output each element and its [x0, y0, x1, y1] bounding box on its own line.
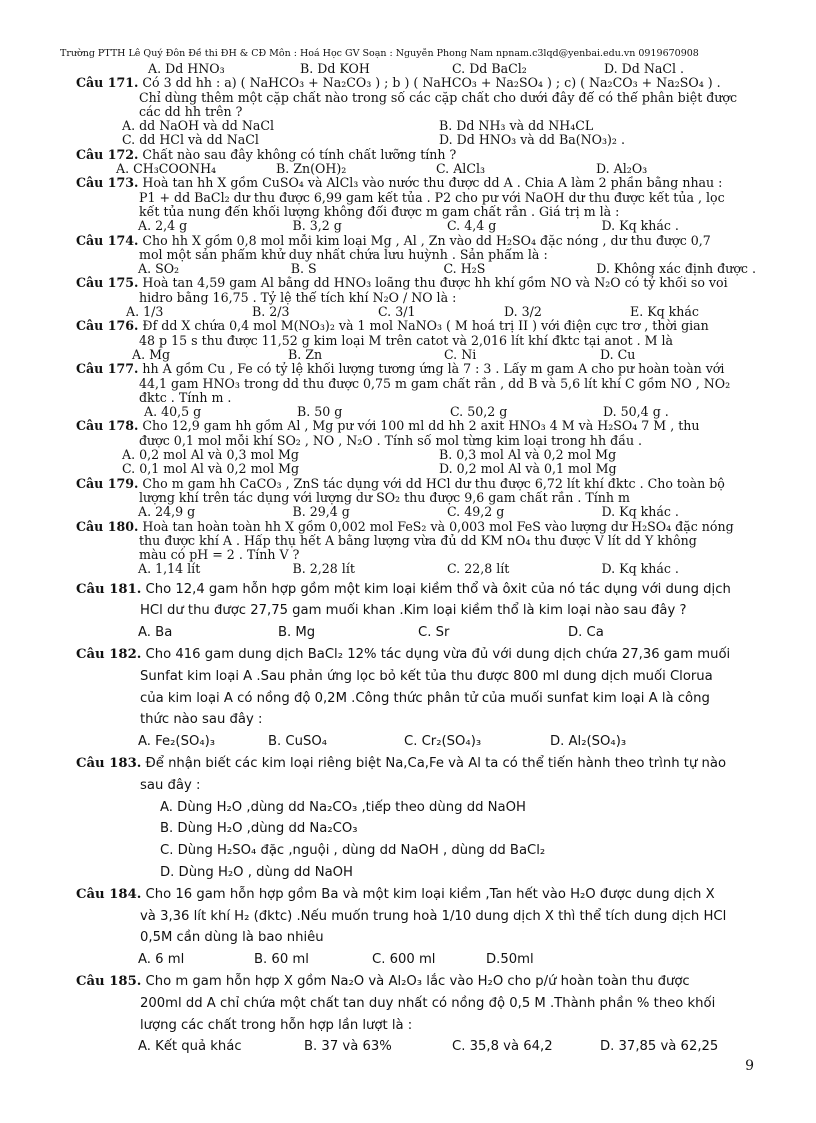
option: D. Dùng H₂O , dùng dd NaOH [160, 865, 353, 881]
option: D. Không xác định được . [596, 261, 756, 277]
question-number: Câu 180. [76, 519, 139, 534]
option: B. 2,28 lít [292, 561, 355, 577]
question-number: Câu 176. [76, 319, 139, 334]
option: A. Fe₂(SO₄)₃ [138, 734, 216, 750]
question-text: lượng khí trên tác dụng với lượng dư SO₂ thu được 9,6 gam chất rắn . Tính m [139, 490, 630, 505]
option: C. 50,2 g [450, 404, 508, 420]
question-text: Chỉ dùng thêm một cặp chất nào trong số các cặp chất cho dưới đây để có thể phân biệt được [139, 90, 738, 105]
question-text: hh A gồm Cu , Fe có tỷ lệ khối lượng tương ứng là 7 : 3 . Lấy m gam A cho pư hoàn toàn với [142, 362, 725, 377]
option: C. Sr [418, 625, 450, 641]
question-text: 200ml dd A chỉ chứa một chất tan duy nhất có nồng độ 0,5 M .Thành phần % theo khối [140, 995, 716, 1011]
option: C. 22,8 lít [447, 561, 510, 577]
option: C. Ni [444, 346, 477, 362]
question-text: Cho m gam hỗn hợp X gồm Na₂O và Al₂O₃ lắc vào H₂O cho p/ứ hoàn toàn thu được [145, 974, 690, 990]
option: C. Dùng H₂SO₄ đặc ,nguội , dùng dd NaOH , dùng dd BaCl₂ [160, 843, 546, 859]
option: A. 6 ml [138, 952, 185, 968]
question-text: thu được khí A . Hấp thụ hết A bằng lượng vừa đủ dd KM nO₄ thu được V lít dd Y không [139, 533, 697, 548]
question-text: kết tủa nung đến khối lượng không đổi được m gam chất rắn . Giá trị m là : [139, 204, 620, 219]
question-text: và 3,36 lít khí H₂ (đktc) .Nếu muốn trung hoà 1/10 dung dịch X thì thể tích dung dịch HCl [140, 908, 727, 924]
option: B. Dd KOH [300, 61, 370, 76]
option: C. 600 ml [372, 952, 436, 968]
question-text: HCl dư thu được 27,75 gam muối khan .Kim loại kiềm thổ là kim loại nào sau đây ? [140, 603, 687, 619]
question-text: 48 p 15 s thu được 11,52 g kim loại M trên catot và 2,016 lít khí đktc tại anot . M là [139, 333, 674, 348]
option: D. 0,2 mol Al và 0,1 mol Mg [439, 461, 617, 477]
question-text: Đf dd X chứa 0,4 mol M(NO₃)₂ và 1 mol NaNO₃ ( M hoá trị II ) với điện cực trơ , thời gian [142, 319, 709, 334]
option: C. Cr₂(SO₄)₃ [404, 734, 482, 750]
option: B. Mg [278, 625, 316, 641]
option: A. CH₃COONH₄ [116, 161, 217, 177]
option: C. 0,1 mol Al và 0,2 mol Mg [122, 461, 300, 477]
option: B. S [290, 261, 317, 277]
question-text: các dd hh trên ? [139, 104, 243, 119]
question-180 [76, 520, 756, 577]
question-block [76, 62, 756, 577]
question-text: Hoà tan hh X gồm CuSO₄ và AlCl₃ vào nước thu được dd A . Chia A làm 2 phần bằng nhau : [142, 176, 723, 191]
option: A. dd NaOH và dd NaCl [122, 118, 275, 134]
answer-options [76, 62, 756, 76]
question-text: màu có pH = 2 . Tính V ? [139, 548, 300, 563]
question-text: sau đây : [140, 777, 201, 793]
page-number: 9 [745, 1058, 754, 1074]
option: C. 3/1 [378, 304, 416, 320]
option: D. Dd NaCl . [604, 61, 685, 76]
question-text: Hoà tan 4,59 gam Al bằng dd HNO₃ loãng thu được hh khí gồm NO và N₂O có tỷ khối so voi [142, 276, 728, 291]
question-number: Câu 184. [76, 886, 142, 902]
option: D. Kq khác . [601, 504, 679, 520]
option: C. H₂S [443, 261, 486, 277]
question-number: Câu 173. [76, 176, 139, 191]
option: A. 0,2 mol Al và 0,3 mol Mg [122, 447, 299, 463]
option: A. Dd HNO₃ [148, 61, 225, 76]
question-text: của kim loại A có nồng độ 0,2M .Công thức phân tử của muối sunfat kim loại A là công [140, 690, 710, 706]
option: D. Ca [568, 625, 604, 641]
option: D. 37,85 và 62,25 [600, 1039, 719, 1055]
question-text: 44,1 gam HNO₃ trong dd thu được 0,75 m gam chất rắn , dd B và 5,6 lít khí C gồm NO , NO₂ [139, 376, 731, 391]
question-182 [76, 644, 756, 753]
question-text: hidro bằng 16,75 . Tỷ lệ thể tích khí N₂O / NO là : [139, 290, 457, 305]
option: A. Kết quả khác [138, 1039, 242, 1055]
option: D. 50,4 g . [603, 404, 669, 420]
question-171 [76, 76, 756, 147]
question-text: Hoà tan hoàn toàn hh X gồm 0,002 mol FeS₂ và 0,003 mol FeS vào lượng dư H₂SO₄ đặc nóng [142, 519, 734, 534]
question-text: mol một sản phẩm khử duy nhất chứa lưu huỳnh . Sản phẩm là : [139, 247, 548, 262]
question-text: thức nào sau đây : [140, 712, 263, 728]
option: B. 50 g [297, 404, 343, 420]
question-text: được 0,1 mol mỗi khí SO₂ , NO , N₂O . Tính số mol từng kim loại trong hh đầu . [139, 433, 643, 448]
question-text: Cho 16 gam hỗn hợp gồm Ba và một kim loại kiềm ,Tan hết vào H₂O được dung dịch X [145, 886, 715, 902]
option: A. SO₂ [138, 261, 180, 277]
option: D. Kq khác . [601, 561, 679, 577]
question-177 [76, 362, 756, 419]
question-number: Câu 179. [76, 476, 139, 491]
option: D. Cu [600, 346, 636, 362]
option: A. 24,9 g [138, 504, 196, 520]
question-184 [76, 884, 756, 971]
question-text: lượng các chất trong hỗn hợp lần lượt là : [140, 1017, 413, 1033]
option: B. Dd NH₃ và dd NH₄CL [439, 118, 594, 134]
question-173 [76, 176, 756, 233]
question-text: Có 3 dd hh : a) ( NaHCO₃ + Na₂CO₃ ) ; b ) ( NaHCO₃ + Na₂SO₄ ) ; c) ( Na₂CO₃ + Na₂SO₄ ) . [142, 76, 721, 91]
question-text: Sunfat kim loại A .Sau phản ứng lọc bỏ kết tủa thu được 800 ml dung dịch muối Clorua [140, 668, 713, 684]
question-text: Cho m gam hh CaCO₃ , ZnS tác dụng với dd HCl dư thu được 6,72 lít khí đktc . Cho toàn bộ [142, 476, 725, 491]
option: A. Mg [132, 346, 171, 362]
question-sheet [76, 62, 756, 1058]
option: B. Zn(OH)₂ [276, 161, 347, 177]
question-text: P1 + dd BaCl₂ dư thu được 6,99 gam kết tủa . P2 cho pư với NaOH dư thu được kết tủa , lọc [139, 190, 725, 205]
option: B. CuSO₄ [268, 734, 328, 750]
option: D.50ml [486, 952, 534, 968]
option: B. Zn [288, 346, 323, 362]
option: D. Al₂O₃ [596, 161, 648, 177]
question-174 [76, 234, 756, 277]
option: A. Dùng H₂O ,dùng dd Na₂CO₃ ,tiếp theo dùng dd NaOH [160, 799, 526, 815]
question-number: Câu 182. [76, 647, 142, 663]
question-172 [76, 148, 756, 177]
option: E. Kq khác [630, 304, 699, 320]
question-number: Câu 183. [76, 756, 142, 772]
option: D. 3/2 [504, 304, 542, 320]
question-number: Câu 171. [76, 76, 139, 91]
question-text: Cho hh X gồm 0,8 mol mỗi kim loại Mg , Al , Zn vào dd H₂SO₄ đặc nóng , dư thu được 0,7 [142, 233, 711, 248]
question-number: Câu 174. [76, 233, 139, 248]
option: A. 40,5 g [144, 404, 202, 420]
page-header: Trường PTTH Lê Quý Đôn Đề thi ĐH & CĐ Môn : Hoá Học GV Soạn : Nguyễn Phong Nam npnam.c3lqd@yenbai.edu.vn 0919670908 [60, 48, 699, 59]
question-number: Câu 175. [76, 276, 139, 291]
question-176 [76, 319, 756, 362]
option: B. 2/3 [252, 304, 290, 320]
question-number: Câu 181. [76, 581, 142, 597]
option: C. dd HCl và dd NaCl [122, 132, 259, 148]
option: D. Dd HNO₃ và dd Ba(NO₃)₂ . [439, 132, 625, 148]
question-175 [76, 276, 756, 319]
option: B. 60 ml [254, 952, 309, 968]
option: C. Dd BaCl₂ [452, 61, 527, 76]
question-text: Cho 416 gam dung dịch BaCl₂ 12% tác dụng vừa đủ với dung dịch chứa 27,36 gam muối [145, 647, 731, 663]
question-block-large [76, 579, 756, 1059]
question-text: Cho 12,4 gam hỗn hợp gồm một kim loại kiềm thổ và ôxit của nó tác dụng với dung dịch [145, 581, 731, 597]
option: B. 3,2 g [292, 218, 342, 234]
option: B. 37 và 63% [304, 1039, 392, 1055]
option: B. Dùng H₂O ,dùng dd Na₂CO₃ [160, 821, 358, 837]
option: A. 2,4 g [138, 218, 188, 234]
question-text: đktc . Tính m . [139, 390, 232, 405]
question-178 [76, 419, 756, 476]
question-185 [76, 971, 756, 1058]
option: C. AlCl₃ [436, 161, 486, 177]
option: B. 29,4 g [292, 504, 350, 520]
option: C. 4,4 g [447, 218, 497, 234]
question-text: Cho 12,9 gam hh gồm Al , Mg pư với 100 ml dd hh 2 axit HNO₃ 4 M và H₂SO₄ 7 M , thu [142, 419, 700, 434]
option: A. Ba [138, 625, 173, 641]
option: A. 1,14 lít [138, 561, 201, 577]
question-number: Câu 172. [76, 147, 139, 162]
option: D. Al₂(SO₄)₃ [550, 734, 627, 750]
question-number: Câu 185. [76, 974, 142, 990]
option: C. 49,2 g [447, 504, 505, 520]
option: A. 1/3 [126, 304, 164, 320]
question-text: 0,5M cần dùng là bao nhiêu [140, 930, 324, 946]
question-text: Chất nào sau đây không có tính chất lưỡng tính ? [142, 147, 457, 162]
option: D. Kq khác . [601, 218, 679, 234]
question-number: Câu 177. [76, 362, 139, 377]
question-text: Để nhận biết các kim loại riêng biệt Na,Ca,Fe và Al ta có thể tiến hành theo trình tự nào [145, 756, 727, 772]
question-number: Câu 178. [76, 419, 139, 434]
question-183 [76, 753, 756, 884]
question-181 [76, 579, 756, 644]
option: C. 35,8 và 64,2 [452, 1039, 553, 1055]
question-179 [76, 477, 756, 520]
option: B. 0,3 mol Al và 0,2 mol Mg [439, 447, 617, 463]
